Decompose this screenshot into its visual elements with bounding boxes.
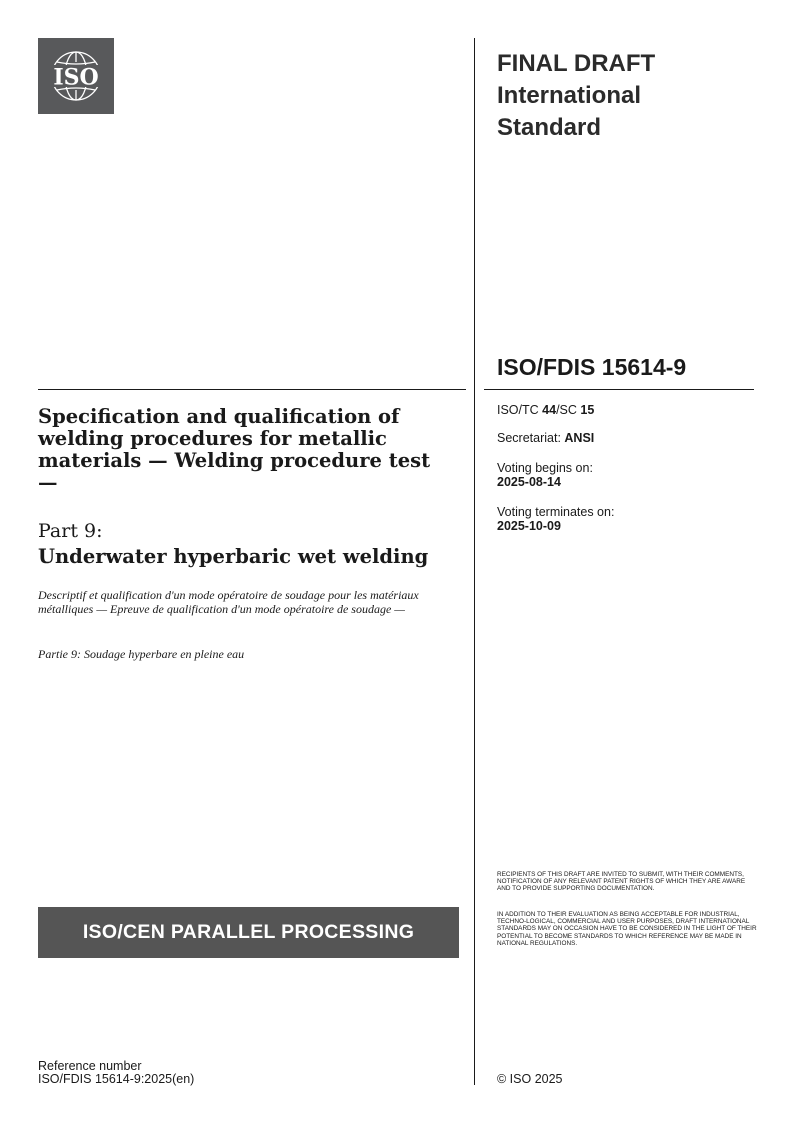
document-type [497, 48, 747, 144]
sc-number: 15 [580, 403, 595, 417]
voting-terminates-date: 2025-10-09 [497, 519, 561, 533]
evaluation-notice: IN ADDITION TO THEIR EVALUATION AS BEING ACCEPTABLE FOR INDUSTRIAL, TECHNO-LOGICAL, COMMERCIAL AND USER PURPOSES, DRAFT INTERNATIONAL STANDARDS MAY ON OCCASION HAVE TO BE CONSIDERED IN THE LIGHT OF THEIR POTENTIAL TO BECOME STANDARDS TO WHICH REFERENCE MAY BE MADE IN NATIONAL REGULATIONS. [497, 911, 757, 947]
copyright: © ISO 2025 [497, 1072, 563, 1086]
committee-info [497, 403, 594, 417]
logo-text: ISO [53, 64, 99, 91]
part-title: Underwater hyperbaric wet welding [38, 545, 429, 568]
banner-text: ISO/CEN PARALLEL PROCESSING [82, 921, 415, 943]
voting-begins-label: Voting begins on: [497, 461, 593, 475]
part-label: Part 9: [38, 520, 103, 542]
secretariat [497, 431, 594, 445]
secretariat-value: ANSI [564, 431, 595, 445]
reference-number: ISO/FDIS 15614-9:2025(en) [38, 1072, 195, 1086]
parallel-processing-banner [38, 907, 459, 958]
doc-type-line-2: International [497, 82, 642, 109]
left-horizontal-divider [38, 389, 466, 390]
tc-number: 44 [542, 403, 557, 417]
iso-globe-logo-icon [38, 38, 114, 114]
reference-label: Reference number [38, 1059, 142, 1073]
iso-logo [38, 38, 114, 114]
voting-terminates-label: Voting terminates on: [497, 505, 615, 519]
french-title: Descriptif et qualification d'un mode opératoire de soudage pour les matériaux métalliques — Epreuve de qualification d'un mode opératoire de soudage — [38, 588, 419, 616]
secretariat-label: Secretariat: [497, 431, 565, 445]
doc-type-line-3: Standard [497, 114, 602, 141]
doc-type-line-1: FINAL DRAFT [497, 50, 656, 77]
french-part-title: Partie 9: Soudage hyperbare en pleine eau [38, 647, 245, 661]
tc-prefix: ISO/TC [497, 403, 543, 417]
main-title: Specification and qualification of welding procedures for metallic materials — Welding procedure test — [38, 405, 431, 494]
right-horizontal-divider [484, 389, 754, 390]
voting-begins-date: 2025-08-14 [497, 475, 561, 489]
patent-notice: RECIPIENTS OF THIS DRAFT ARE INVITED TO SUBMIT, WITH THEIR COMMENTS, NOTIFICATION OF ANY RELEVANT PATENT RIGHTS OF WHICH THEY ARE AWARE AND TO PROVIDE SUPPORTING DOCUMENTATION. [497, 871, 746, 893]
sc-prefix: /SC [556, 403, 581, 417]
vertical-divider [474, 38, 475, 1085]
standard-number: ISO/FDIS 15614-9 [497, 354, 687, 380]
